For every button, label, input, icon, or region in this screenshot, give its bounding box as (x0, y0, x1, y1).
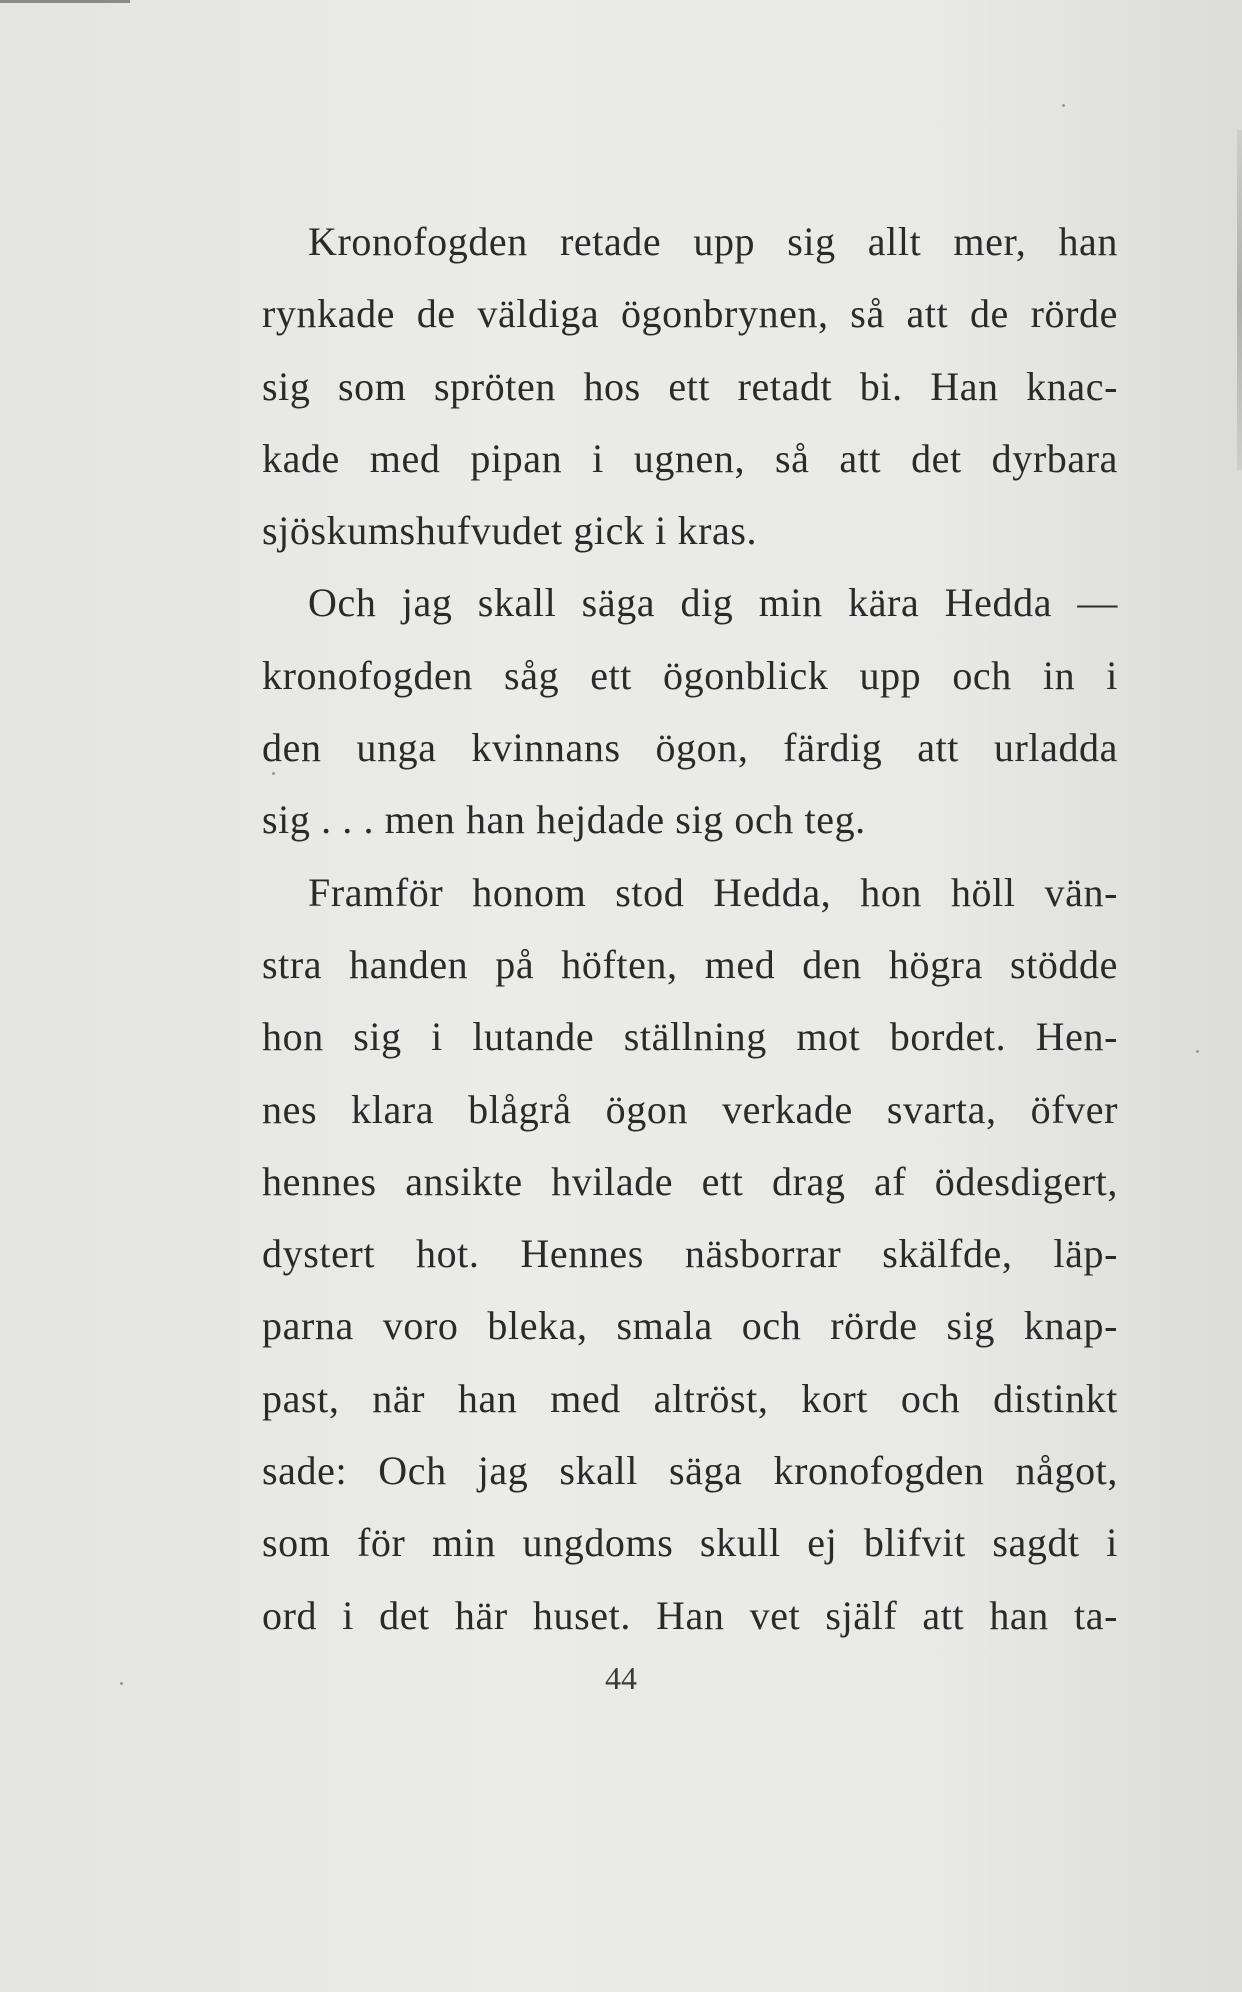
text-line: som för min ungdoms skull ej blifvit sagdt i (262, 1520, 1118, 1566)
text-line: kronofogden såg ett ögonblick upp och in i (262, 652, 1118, 698)
text-line: Kronofogden retade upp sig allt mer, han (308, 219, 1118, 264)
text-line: sig som spröten hos ett retadt bi. Han knac- (262, 363, 1118, 409)
text-line: sig . . . men han hejdade sig och teg. (262, 797, 866, 843)
text-line: hennes ansikte hvilade ett drag af ödesdigert, (262, 1158, 1118, 1204)
page-binding-edge (1237, 130, 1242, 470)
text-line: sade: Och jag skall säga kronofogden något, (262, 1448, 1118, 1494)
text-line: Och jag skall säga dig min kära Hedda — (308, 580, 1118, 626)
paper-speck (1196, 1050, 1199, 1053)
text-line: nes klara blågrå ögon verkade svarta, öfver (262, 1086, 1118, 1132)
text-line: Framför honom stod Hedda, hon höll vän- (308, 869, 1118, 915)
body-text (262, 206, 1118, 1652)
text-line: sjöskumshufvudet gick i kras. (262, 508, 758, 554)
text-line: den unga kvinnans ögon, färdig att urladda (262, 725, 1118, 771)
page-number: 44 (605, 1660, 637, 1696)
paper-speck (1062, 104, 1065, 107)
text-line: hon sig i lutande ställning mot bordet. Hen- (262, 1014, 1118, 1060)
text-line: ord i det här huset. Han vet själf att han ta- (262, 1592, 1118, 1638)
text-line: parna voro bleka, smala och rörde sig knap- (262, 1303, 1118, 1349)
text-line: dystert hot. Hennes näsborrar skälfde, läp- (262, 1231, 1118, 1277)
page-top-edge (0, 0, 130, 3)
text-line: rynkade de väldiga ögonbrynen, så att de rörde (262, 291, 1118, 337)
text-line: stra handen på höften, med den högra stödde (262, 941, 1118, 987)
text-line: past, när han med altröst, kort och distinkt (262, 1375, 1118, 1421)
text-line: kade med pipan i ugnen, så att det dyrbara (262, 435, 1118, 481)
